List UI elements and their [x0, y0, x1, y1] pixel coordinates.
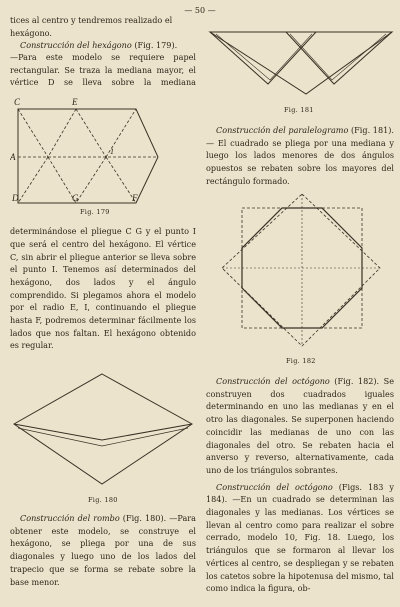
- figure-179: [10, 95, 170, 205]
- hexagon-body-continued: [10, 225, 196, 363]
- octagon-paragraph: [206, 375, 394, 477]
- hexagon-body-rest: determinándose el pliegue C G y el punto I que será el centro del hexágono. El vértice C, sin abrir el pliegue anterior se lleva sobre el punto I. Tenemos así determinados del hexágono, dos lados y el ángulo comprendido. Si plegamos ahora el modelo por el radio E, I, continuando el pliegue hasta F, podremos determinar fácilmente los lados que nos faltan. El hexágono obtenido es regular.: [10, 226, 196, 351]
- parallelogram-heading: Construcción del paralelogramo: [216, 125, 349, 135]
- fig-181-drawing: [206, 28, 396, 100]
- rhombus-body: —Para obtener este modelo, se construye el hexágono, se pliega por una de sus diagonales y luego uno de los lados del trapecio que se forma se rebate sobre la base menor.: [10, 513, 196, 587]
- fig-180-caption: Fig. 180: [88, 496, 118, 504]
- parallelogram-body: — El cuadrado se pliega por una mediana y luego los lados menores de dos ángulos opuestos se rebaten sobre los mayores del rectángulo formado.: [206, 137, 394, 186]
- fig-181-caption: Fig. 181: [284, 106, 314, 114]
- octagon2-ref: (Figs. 183 y 184).: [206, 481, 394, 505]
- label-g: G: [72, 193, 79, 203]
- octagon-heading: Construcción del octógono: [216, 376, 330, 386]
- fig-180-drawing: [10, 372, 195, 492]
- hexagon-heading: Construcción del hexágono: [20, 40, 132, 51]
- rhombus-heading: Construcción del rombo: [20, 513, 120, 523]
- fig-179-caption: Fig. 179: [80, 208, 110, 216]
- hexagon-body-top: —Para este modelo se requiere papel rectangular. Se traza la mediana mayor, el vértice D se lleva sobre la mediana: [10, 52, 196, 87]
- fig-182-drawing: [210, 194, 394, 354]
- label-e: E: [72, 97, 78, 107]
- fig-182-caption: Fig. 182: [286, 357, 316, 365]
- rhombus-paragraph: [10, 512, 196, 588]
- figure-182: [210, 194, 394, 354]
- rhombus-section: [10, 512, 196, 588]
- hexagon-body-block: [10, 51, 196, 87]
- left-intro: [10, 14, 196, 52]
- octagon2-paragraph: [206, 481, 394, 595]
- octagon-ref: (Fig. 182).: [329, 376, 380, 386]
- label-c: C: [14, 97, 21, 107]
- intro-line-2: hexágono.: [10, 27, 52, 38]
- parallelogram-ref: (Fig. 181).: [348, 125, 394, 135]
- label-d: D: [12, 193, 19, 203]
- parallelogram-paragraph: [206, 124, 394, 188]
- label-i: 1: [110, 147, 114, 156]
- octagon-section: [206, 375, 394, 595]
- label-a: A: [10, 152, 16, 162]
- octagon2-heading: Construcción del octógono: [216, 481, 333, 492]
- intro-line-1: tices al centro y tendremos realizado el: [10, 15, 173, 25]
- page-number: — 50 —: [184, 6, 216, 15]
- octagon-body: Se construyen dos cuadrados iguales determinando en uno las medianas y en el otro las diagonales. Se superponen haciendo coincidir las medianas de uno con las diagonales del otro. Se rebaten hacia el anverso y reverso, alternativamente, cada uno de los triángulos sobrantes.: [206, 376, 394, 475]
- rhombus-ref: (Fig. 180).: [119, 513, 167, 523]
- figure-181: [206, 28, 396, 100]
- figure-180: [10, 372, 195, 492]
- label-f: F: [132, 193, 138, 203]
- fig-179-drawing: [10, 95, 170, 205]
- hexagon-ref: (Fig. 179).: [131, 40, 178, 51]
- parallelogram-section: [206, 124, 394, 188]
- octagon2-body: —En un cuadrado se determinan las diagonales y las medianas. Los vértices se llevan al centro como para realizar el sobre cerrado, modelo 10, Fig. 18. Luego, los triángulos que se formaron al llevar los vértices al centro, se despliegan y se rebaten los catetos sobre la hipotenusa del mismo, tal como indica la figura, ob-: [206, 494, 394, 594]
